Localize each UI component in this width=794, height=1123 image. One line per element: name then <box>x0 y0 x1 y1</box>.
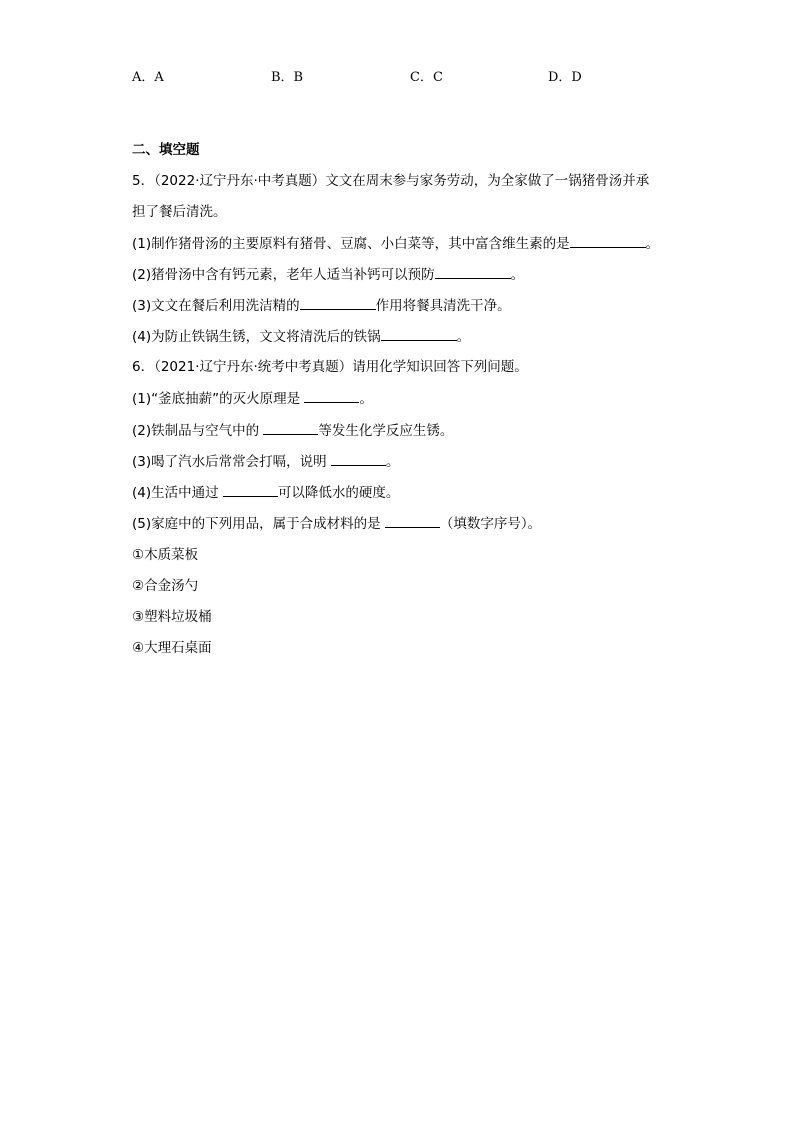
q5-part-1 <box>132 233 659 254</box>
answer-blank[interactable] <box>570 233 646 248</box>
question-5-stem-continued: 担了餐后清洗。 <box>132 204 227 220</box>
part-text-end: （填数字序号）。 <box>439 516 542 532</box>
part-text: (5)家庭中的下列用品，属于合成材料的是 <box>132 516 385 532</box>
question-text: 文文在周末参与家务劳动，为全家做了一锅猪骨汤并承 <box>325 173 650 189</box>
choice-c: C．C <box>410 70 443 85</box>
choice-b: B．B <box>271 70 304 85</box>
q5-part-3 <box>132 295 511 316</box>
answer-blank[interactable] <box>385 513 440 528</box>
question-source: （2022·辽宁丹东·中考真题） <box>154 173 326 189</box>
part-text-end: 。 <box>385 454 400 470</box>
q6-part-1 <box>132 388 373 409</box>
choice-row <box>0 66 794 86</box>
part-text: (2)猪骨汤中含有钙元素，老年人适当补钙可以预防 <box>132 267 435 283</box>
part-text: (1)制作猪骨汤的主要原料有猪骨、豆腐、小白菜等，其中富含维生素的是 <box>132 236 570 252</box>
answer-blank[interactable] <box>331 451 386 466</box>
q6-part-3 <box>132 451 399 472</box>
q5-part-2 <box>132 264 524 285</box>
answer-blank[interactable] <box>223 482 278 497</box>
part-text-end: 作用将餐具清洗干净。 <box>375 298 511 314</box>
part-text: (2)铁制品与空气中的 <box>132 423 264 439</box>
part-text: (1)“釜底抽薪”的灭火原理是 <box>132 391 305 407</box>
answer-blank[interactable] <box>435 264 511 279</box>
question-number: 6． <box>132 359 155 375</box>
part-text-end: 。 <box>510 267 525 283</box>
part-text-end: 。 <box>645 236 660 252</box>
question-source: （2021·辽宁丹东·统考中考真题） <box>154 359 353 375</box>
q6-part-4 <box>132 482 399 503</box>
answer-blank[interactable] <box>263 420 318 435</box>
q6-part-2 <box>132 420 453 441</box>
q6-option-3: ③塑料垃圾桶 <box>132 609 212 625</box>
choice-a: A．A <box>132 70 164 85</box>
q6-option-2: ②合金汤勺 <box>132 578 199 594</box>
q6-option-4: ④大理石桌面 <box>132 640 212 656</box>
part-text-end: 。 <box>456 329 471 345</box>
section-title: 二、填空题 <box>132 142 200 158</box>
q5-part-4 <box>132 326 470 347</box>
answer-blank[interactable] <box>381 326 457 341</box>
part-text-end: 可以降低水的硬度。 <box>277 485 400 501</box>
answer-blank[interactable] <box>304 388 359 403</box>
part-text: (4)为防止铁锅生锈，文文将清洗后的铁锅 <box>132 329 381 345</box>
part-text-end: 等发生化学反应生锈。 <box>318 423 454 439</box>
question-text: 请用化学知识回答下列问题。 <box>352 359 528 375</box>
question-6-stem <box>132 357 528 377</box>
question-5-stem <box>132 171 649 191</box>
q6-part-5 <box>132 513 541 534</box>
part-text: (3)喝了汽水后常常会打嗝，说明 <box>132 454 331 470</box>
question-number: 5． <box>132 173 155 189</box>
choice-d: D．D <box>548 70 582 85</box>
part-text: (3)文文在餐后利用洗洁精的 <box>132 298 300 314</box>
part-text: (4)生活中通过 <box>132 485 223 501</box>
q6-option-1: ①木质菜板 <box>132 547 199 563</box>
answer-blank[interactable] <box>300 295 376 310</box>
part-text-end: 。 <box>359 391 373 407</box>
